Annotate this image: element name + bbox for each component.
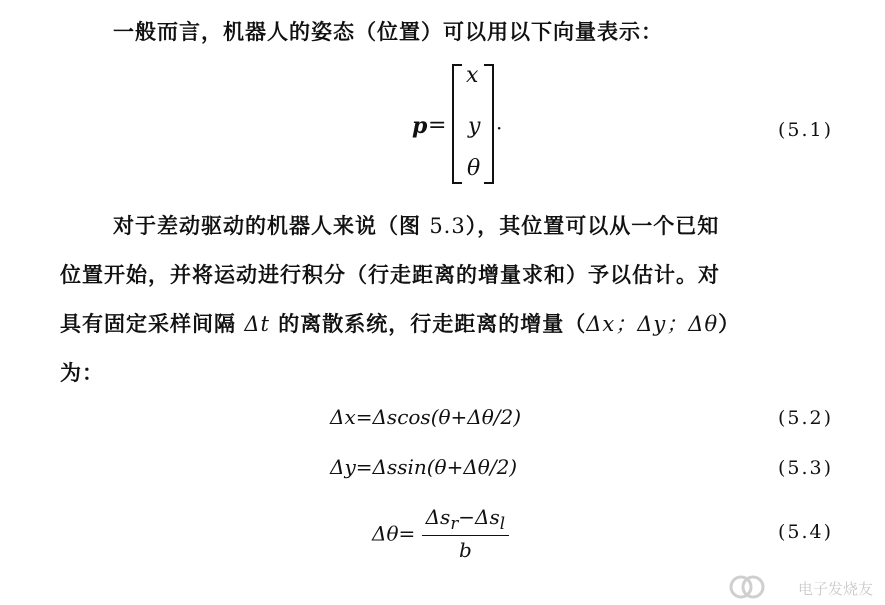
p2-line1-b: ），其位置可以从一个已知 (465, 214, 720, 238)
eq54-denominator: b (458, 538, 472, 562)
watermark-text: 电子发烧友 (797, 580, 873, 598)
figure-ref: 5.3 (429, 214, 466, 238)
eq51-trailing-dot: · (496, 116, 503, 140)
eq52-number: (5.2) (778, 407, 834, 429)
paragraph-line-3 (60, 308, 740, 338)
matrix-right-bracket (484, 64, 494, 184)
eq54-sub-r: r (450, 514, 459, 533)
paragraph-line-1 (113, 210, 719, 240)
equation-5-4 (372, 505, 509, 562)
p2-line3-b: 的离散系统，行走距离的增量（ (269, 312, 587, 336)
equation-5-2: Δx=Δscos(θ+Δθ/2) (330, 405, 522, 429)
p2-line1-a: 对于差动驱动的机器人来说（图 (113, 214, 430, 238)
eq54-numerator (422, 505, 509, 536)
paragraph-line-4: 为： (60, 361, 104, 385)
paragraph-line-2: 位置开始，并将运动进行积分（行走距离的增量求和）予以估计。对 (60, 263, 720, 287)
watermark-logo-icon (727, 571, 767, 601)
eq51-row-y: y (468, 114, 481, 139)
paragraph-intro: 一般而言，机器人的姿态（位置）可以用以下向量表示： (113, 20, 663, 44)
matrix-left-bracket (452, 64, 462, 184)
eq51-lhs: p (412, 113, 428, 139)
eq54-num-ds: Δs (425, 505, 451, 529)
eq54-number: (5.4) (778, 521, 834, 543)
p2-line3-c: ） (718, 312, 741, 336)
eq51-row-x: x (466, 63, 479, 88)
eq53-number: (5.3) (778, 457, 834, 479)
eq51-equals: = (428, 113, 447, 138)
eq54-num-minus-ds: −Δs (458, 505, 500, 529)
eq51-number: (5.1) (778, 119, 834, 141)
equation-5-3: Δy=Δssin(θ+Δθ/2) (330, 455, 518, 479)
eq54-sub-l: l (499, 514, 506, 533)
eq54-lhs: Δθ= (372, 521, 416, 546)
delta-t: Δt (244, 312, 270, 336)
eq51-row-theta: θ (467, 156, 481, 181)
eq54-fraction (422, 505, 509, 562)
p2-line3-a: 具有固定采样间隔 (60, 312, 245, 336)
increment-vars: Δx；Δy；Δθ (586, 312, 719, 336)
